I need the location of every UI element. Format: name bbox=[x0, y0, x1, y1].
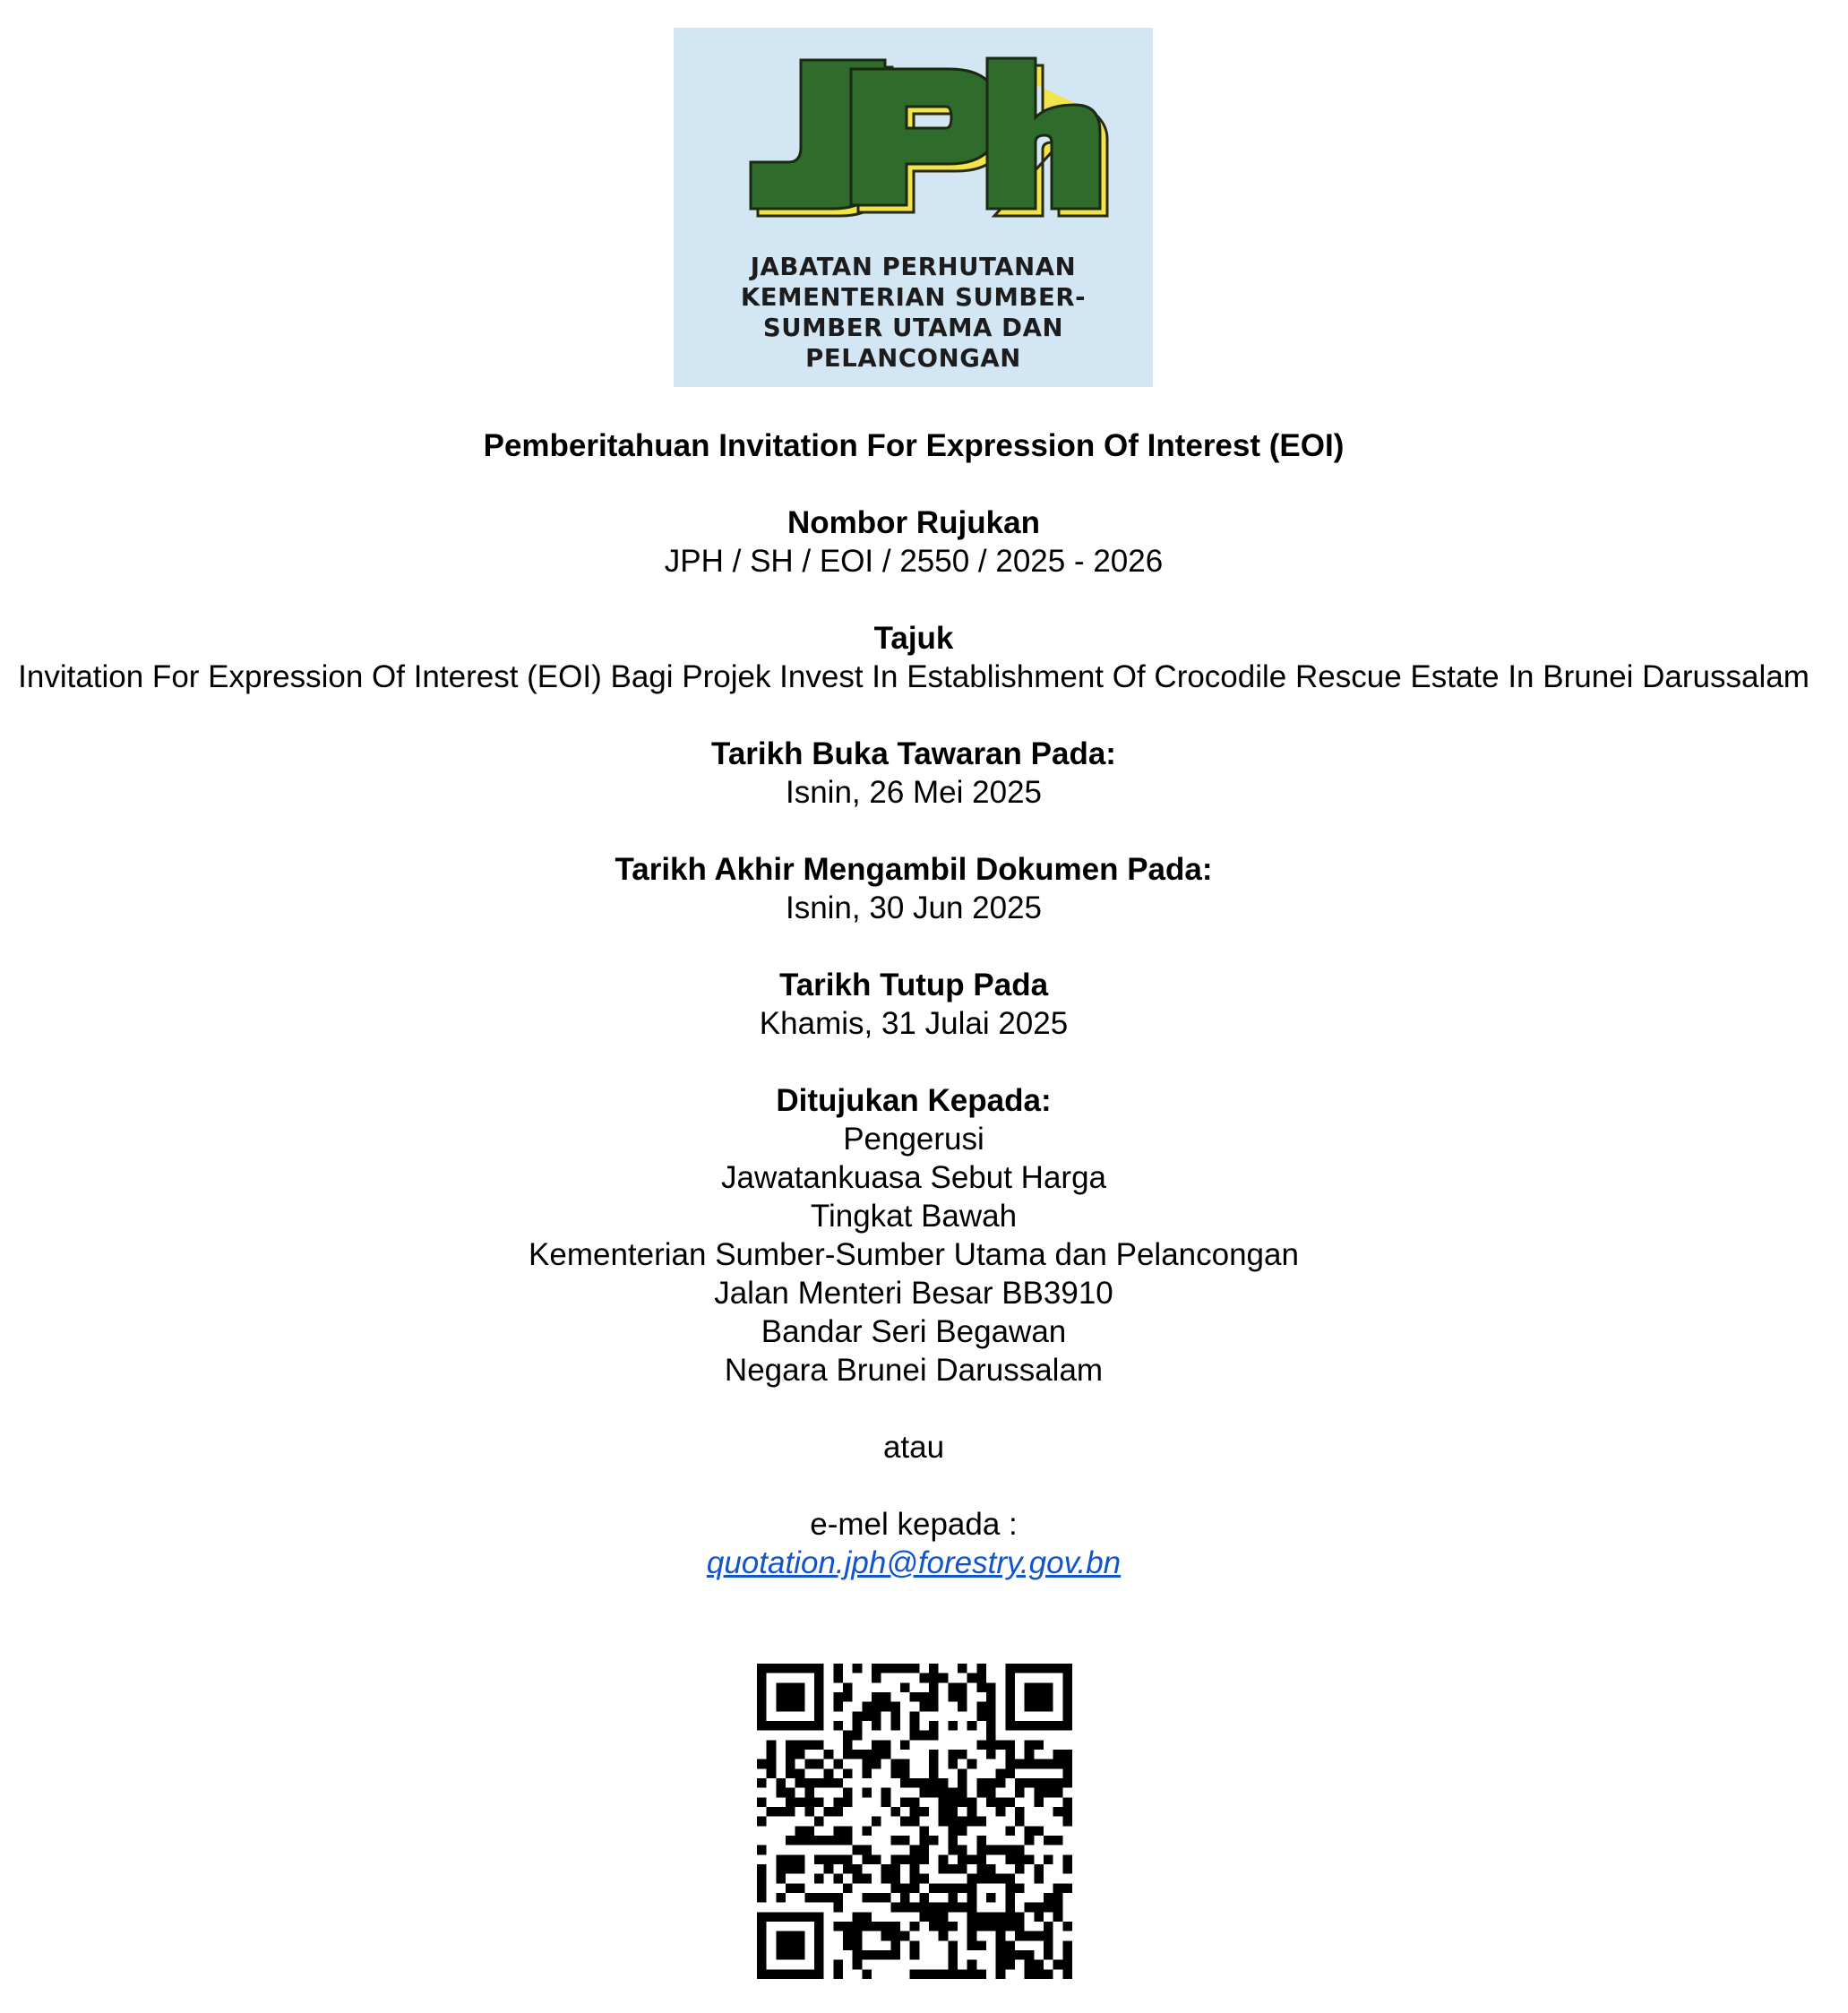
document-deadline-value: Isnin, 30 Jun 2025 bbox=[785, 890, 1043, 925]
logo-line: PELANCONGAN bbox=[805, 344, 1021, 373]
address-line: Negara Brunei Darussalam bbox=[724, 1353, 1104, 1388]
logo-text bbox=[674, 252, 1153, 374]
email-label: e-mel kepada : bbox=[810, 1507, 1018, 1542]
opening-date-value: Isnin, 26 Mei 2025 bbox=[785, 775, 1042, 810]
address-line: Jawatankuasa Sebut Harga bbox=[721, 1160, 1106, 1195]
or-text: atau bbox=[882, 1430, 945, 1465]
addressed-to-label: Ditujukan Kepada: bbox=[776, 1083, 1052, 1118]
reference-value: JPH / SH / EOI / 2550 / 2025 - 2026 bbox=[664, 544, 1164, 579]
reference-label: Nombor Rujukan bbox=[787, 505, 1040, 540]
email-link[interactable]: quotation.jph@forestry.gov.bn bbox=[706, 1545, 1122, 1580]
closing-date-value: Khamis, 31 Julai 2025 bbox=[759, 1006, 1069, 1041]
closing-date-label: Tarikh Tutup Pada bbox=[778, 968, 1049, 1002]
address-line: Bandar Seri Begawan bbox=[761, 1314, 1067, 1349]
logo-line: SUMBER UTAMA DAN bbox=[762, 314, 1064, 342]
address-line: Kementerian Sumber-Sumber Utama dan Pelancongan bbox=[529, 1237, 1299, 1272]
notice-heading: Pemberitahuan Invitation For Expression Of Interest (EOI) bbox=[483, 428, 1345, 463]
address-line: Tingkat Bawah bbox=[810, 1199, 1018, 1234]
logo-line: KEMENTERIAN SUMBER- bbox=[740, 283, 1087, 312]
document-deadline-label: Tarikh Akhir Mengambil Dokumen Pada: bbox=[615, 852, 1213, 887]
address-line: Jalan Menteri Besar BB3910 bbox=[714, 1276, 1113, 1311]
title-value: Invitation For Expression Of Interest (EOI) Bagi Projek Invest In Establishment Of Crocodile Rescue Estate In Brunei Darussalam bbox=[18, 659, 1809, 694]
logo-line: JABATAN PERHUTANAN bbox=[750, 253, 1077, 281]
title-label: Tajuk bbox=[873, 621, 954, 656]
notice-body bbox=[0, 426, 1827, 1582]
jph-logo-mark-icon bbox=[674, 28, 1153, 252]
jph-logo bbox=[674, 28, 1153, 387]
qr-code-icon[interactable] bbox=[757, 1664, 1072, 1979]
address-line: Pengerusi bbox=[843, 1122, 984, 1157]
opening-date-label: Tarikh Buka Tawaran Pada: bbox=[711, 736, 1116, 771]
